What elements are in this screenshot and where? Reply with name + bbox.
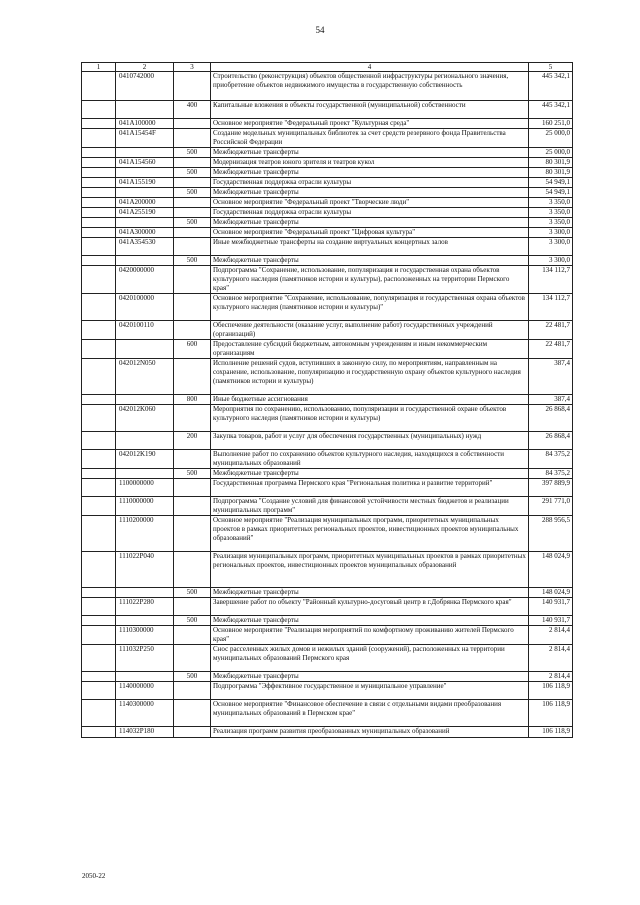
description-cell: Межбюджетные трансферты — [211, 188, 529, 198]
amount-cell: 445 342,1 — [529, 72, 573, 101]
col-1 — [82, 238, 116, 256]
type-cell — [174, 238, 211, 256]
col-1 — [82, 129, 116, 148]
table-row — [82, 72, 573, 101]
type-cell — [174, 450, 211, 469]
col-1 — [82, 682, 116, 700]
type-cell: 800 — [174, 395, 211, 405]
description-cell: Выполнение работ по сохранению объектов культурного наследия, находящихся в собственности муниципальных образований — [211, 450, 529, 469]
type-cell — [174, 72, 211, 101]
table-row — [82, 432, 573, 450]
type-cell — [174, 198, 211, 208]
amount-cell: 54 949,1 — [529, 188, 573, 198]
type-cell — [174, 552, 211, 588]
col-1 — [82, 256, 116, 266]
description-cell: Снос расселенных жилых домов и нежилых зданий (сооружений), расположенных на территории муниципальных образований Пермского края — [211, 645, 529, 672]
amount-cell: 2 814,4 — [529, 626, 573, 645]
type-cell — [174, 359, 211, 395]
description-cell: Реализация муниципальных программ, приоритетных муниципальных проектов в рамках приоритетных региональных проектов, инвестиционных проектов муниципальных образований — [211, 552, 529, 588]
type-cell: 500 — [174, 148, 211, 158]
amount-cell: 288 956,5 — [529, 516, 573, 552]
col-1 — [82, 208, 116, 218]
code-cell: 1110000000 — [116, 497, 174, 516]
amount-cell: 80 301,9 — [529, 158, 573, 168]
col-1 — [82, 479, 116, 497]
col-1 — [82, 148, 116, 158]
table-row — [82, 198, 573, 208]
code-cell: 0420100000 — [116, 294, 174, 321]
amount-cell: 3 350,0 — [529, 218, 573, 228]
page-number: 54 — [315, 25, 325, 35]
description-cell: Основное мероприятие "Федеральный проект "Творческие люди" — [211, 198, 529, 208]
description-cell: Подпрограмма "Сохранение, использование, популяризация и государственная охрана объектов культурного наследия (памятников истории и культуры), расположенных на территории Пермского края" — [211, 266, 529, 294]
col-1 — [82, 469, 116, 479]
table-row — [82, 516, 573, 552]
amount-cell: 397 889,9 — [529, 479, 573, 497]
amount-cell: 54 949,1 — [529, 178, 573, 188]
table-row — [82, 469, 573, 479]
code-cell: 111022P280 — [116, 598, 174, 616]
description-cell: Государственная программа Пермского края "Региональная политика и развитие территорий" — [211, 479, 529, 497]
type-cell: 500 — [174, 218, 211, 228]
code-cell — [116, 616, 174, 626]
table-row — [82, 129, 573, 148]
code-cell — [116, 168, 174, 178]
table-header-row — [82, 63, 573, 72]
table-row — [82, 168, 573, 178]
type-cell: 500 — [174, 256, 211, 266]
type-cell — [174, 266, 211, 294]
table-row — [82, 727, 573, 738]
col-1 — [82, 432, 116, 450]
table-row — [82, 395, 573, 405]
table-row — [82, 294, 573, 321]
amount-cell: 2 814,4 — [529, 645, 573, 672]
type-cell — [174, 598, 211, 616]
description-cell: Строительство (реконструкция) объектов общественной инфраструктуры регионального значения, приобретение объектов недвижимого имущества в государственную собственность — [211, 72, 529, 101]
table-row — [82, 218, 573, 228]
type-cell: 500 — [174, 188, 211, 198]
amount-cell: 140 931,7 — [529, 616, 573, 626]
type-cell: 600 — [174, 340, 211, 359]
amount-cell: 387,4 — [529, 395, 573, 405]
col-1 — [82, 158, 116, 168]
col-1 — [82, 450, 116, 469]
amount-cell: 140 931,7 — [529, 598, 573, 616]
header-col-3: 3 — [174, 63, 211, 72]
type-cell — [174, 294, 211, 321]
amount-cell: 291 771,0 — [529, 497, 573, 516]
budget-table — [81, 62, 573, 738]
col-1 — [82, 218, 116, 228]
col-1 — [82, 700, 116, 727]
table-row — [82, 228, 573, 238]
description-cell: Подпрограмма "Эффективное государственное и муниципальное управление" — [211, 682, 529, 700]
col-1 — [82, 626, 116, 645]
type-cell — [174, 700, 211, 727]
description-cell: Межбюджетные трансферты — [211, 148, 529, 158]
description-cell: Межбюджетные трансферты — [211, 168, 529, 178]
header-col-5: 5 — [529, 63, 573, 72]
table-row — [82, 450, 573, 469]
amount-cell: 106 118,9 — [529, 700, 573, 727]
amount-cell: 3 300,0 — [529, 228, 573, 238]
amount-cell: 134 112,7 — [529, 266, 573, 294]
description-cell: Модернизация театров юного зрителя и театров кукол — [211, 158, 529, 168]
description-cell: Государственная поддержка отрасли культуры — [211, 178, 529, 188]
code-cell: 041A100000 — [116, 119, 174, 129]
col-1 — [82, 340, 116, 359]
col-1 — [82, 178, 116, 188]
col-1 — [82, 101, 116, 119]
footer-code: 2050-22 — [82, 872, 106, 880]
table-row — [82, 598, 573, 616]
code-cell: 042012N050 — [116, 359, 174, 395]
code-cell: 042012K060 — [116, 405, 174, 432]
code-cell: 1140000000 — [116, 682, 174, 700]
col-1 — [82, 266, 116, 294]
col-1 — [82, 168, 116, 178]
amount-cell: 148 024,9 — [529, 588, 573, 598]
code-cell: 1110300000 — [116, 626, 174, 645]
header-col-2: 2 — [116, 63, 174, 72]
table-row — [82, 497, 573, 516]
code-cell — [116, 101, 174, 119]
description-cell: Основное мероприятие "Сохранение, использование, популяризация и государственная охрана объектов культурного наследия (памятников истории и культуры)" — [211, 294, 529, 321]
code-cell: 0420000000 — [116, 266, 174, 294]
table-row — [82, 616, 573, 626]
table-row — [82, 188, 573, 198]
description-cell: Основное мероприятие "Реализация муниципальных программ, приоритетных муниципальных проектов в рамках приоритетных региональных проектов, инвестиционных проектов муниципальных образований" — [211, 516, 529, 552]
amount-cell: 3 300,0 — [529, 238, 573, 256]
code-cell — [116, 218, 174, 228]
code-cell — [116, 469, 174, 479]
code-cell — [116, 395, 174, 405]
type-cell: 200 — [174, 432, 211, 450]
table-row — [82, 588, 573, 598]
table-row — [82, 700, 573, 727]
description-cell: Капитальные вложения в объекты государственной (муниципальной) собственности — [211, 101, 529, 119]
col-1 — [82, 405, 116, 432]
description-cell: Иные бюджетные ассигнования — [211, 395, 529, 405]
description-cell: Основное мероприятие "Федеральный проект "Цифровая культура" — [211, 228, 529, 238]
amount-cell: 3 300,0 — [529, 256, 573, 266]
code-cell — [116, 256, 174, 266]
amount-cell: 387,4 — [529, 359, 573, 395]
code-cell: 111022P040 — [116, 552, 174, 588]
code-cell — [116, 148, 174, 158]
col-1 — [82, 228, 116, 238]
description-cell: Основное мероприятие "Реализация мероприятий по комфортному проживанию жителей Пермского края" — [211, 626, 529, 645]
table-row — [82, 321, 573, 340]
amount-cell: 84 375,2 — [529, 469, 573, 479]
amount-cell: 25 000,0 — [529, 148, 573, 158]
type-cell — [174, 516, 211, 552]
code-cell — [116, 432, 174, 450]
col-1 — [82, 552, 116, 588]
table-row — [82, 682, 573, 700]
type-cell — [174, 129, 211, 148]
col-1 — [82, 72, 116, 101]
col-1 — [82, 588, 116, 598]
code-cell: 114032P180 — [116, 727, 174, 738]
amount-cell: 80 301,9 — [529, 168, 573, 178]
code-cell: 1140300000 — [116, 700, 174, 727]
table-row — [82, 119, 573, 129]
description-cell: Государственная поддержка отрасли культуры — [211, 208, 529, 218]
description-cell: Межбюджетные трансферты — [211, 256, 529, 266]
col-1 — [82, 727, 116, 738]
header-col-4: 4 — [211, 63, 529, 72]
col-1 — [82, 616, 116, 626]
type-cell — [174, 158, 211, 168]
code-cell: 1100000000 — [116, 479, 174, 497]
table-row — [82, 479, 573, 497]
table-row — [82, 672, 573, 682]
code-cell: 0420100110 — [116, 321, 174, 340]
description-cell: Мероприятия по сохранению, использованию, популяризации и государственной охране объектов культурного наследия (памятников истории и культуры) — [211, 405, 529, 432]
type-cell — [174, 682, 211, 700]
type-cell — [174, 645, 211, 672]
description-cell: Предоставление субсидий бюджетным, автономным учреждениям и иным некоммерческим организациям — [211, 340, 529, 359]
table-row — [82, 626, 573, 645]
code-cell — [116, 672, 174, 682]
code-cell — [116, 588, 174, 598]
type-cell: 500 — [174, 469, 211, 479]
table-row — [82, 208, 573, 218]
code-cell — [116, 340, 174, 359]
col-1 — [82, 516, 116, 552]
table-row — [82, 178, 573, 188]
amount-cell: 2 814,4 — [529, 672, 573, 682]
amount-cell: 22 481,7 — [529, 321, 573, 340]
col-1 — [82, 598, 116, 616]
code-cell: 111032P250 — [116, 645, 174, 672]
amount-cell: 3 350,0 — [529, 208, 573, 218]
amount-cell: 84 375,2 — [529, 450, 573, 469]
amount-cell: 134 112,7 — [529, 294, 573, 321]
description-cell: Межбюджетные трансферты — [211, 469, 529, 479]
description-cell: Закупка товаров, работ и услуг для обеспечения государственных (муниципальных) нужд — [211, 432, 529, 450]
code-cell: 1110200000 — [116, 516, 174, 552]
col-1 — [82, 119, 116, 129]
description-cell: Создание модельных муниципальных библиотек за счет средств резервного фонда Правительства Российской Федерации — [211, 129, 529, 148]
col-1 — [82, 672, 116, 682]
code-cell: 041A200000 — [116, 198, 174, 208]
type-cell — [174, 321, 211, 340]
description-cell: Основное мероприятие "Федеральный проект "Культурная среда" — [211, 119, 529, 129]
header-col-1: 1 — [82, 63, 116, 72]
description-cell: Межбюджетные трансферты — [211, 588, 529, 598]
type-cell: 400 — [174, 101, 211, 119]
amount-cell: 26 868,4 — [529, 432, 573, 450]
type-cell: 500 — [174, 168, 211, 178]
description-cell: Завершение работ по объекту "Районный культурно-досуговый центр в г.Добрянка Пермского края" — [211, 598, 529, 616]
table-row — [82, 101, 573, 119]
col-1 — [82, 359, 116, 395]
table-row — [82, 238, 573, 256]
type-cell: 500 — [174, 588, 211, 598]
col-1 — [82, 645, 116, 672]
amount-cell: 22 481,7 — [529, 340, 573, 359]
amount-cell: 25 000,0 — [529, 129, 573, 148]
col-1 — [82, 395, 116, 405]
col-1 — [82, 321, 116, 340]
amount-cell: 445 342,1 — [529, 101, 573, 119]
table-row — [82, 405, 573, 432]
table-row — [82, 256, 573, 266]
description-cell: Иные межбюджетные трансферты на создание виртуальных концертных залов — [211, 238, 529, 256]
code-cell: 041A354530 — [116, 238, 174, 256]
code-cell: 0410742000 — [116, 72, 174, 101]
table-row — [82, 359, 573, 395]
amount-cell: 148 024,9 — [529, 552, 573, 588]
type-cell: 500 — [174, 672, 211, 682]
amount-cell: 160 251,0 — [529, 119, 573, 129]
budget-table-body — [82, 63, 573, 738]
type-cell — [174, 119, 211, 129]
description-cell: Межбюджетные трансферты — [211, 218, 529, 228]
type-cell — [174, 626, 211, 645]
amount-cell: 106 118,9 — [529, 682, 573, 700]
type-cell — [174, 228, 211, 238]
type-cell — [174, 178, 211, 188]
col-1 — [82, 294, 116, 321]
code-cell: 041A154560 — [116, 158, 174, 168]
code-cell: 041A155190 — [116, 178, 174, 188]
col-1 — [82, 198, 116, 208]
table-row — [82, 340, 573, 359]
table-row — [82, 148, 573, 158]
type-cell — [174, 497, 211, 516]
description-cell: Межбюджетные трансферты — [211, 616, 529, 626]
col-1 — [82, 497, 116, 516]
description-cell: Реализация программ развития преобразованных муниципальных образований — [211, 727, 529, 738]
table-row — [82, 645, 573, 672]
col-1 — [82, 188, 116, 198]
type-cell — [174, 479, 211, 497]
code-cell: 041A300000 — [116, 228, 174, 238]
code-cell: 042012K190 — [116, 450, 174, 469]
type-cell — [174, 405, 211, 432]
description-cell: Межбюджетные трансферты — [211, 672, 529, 682]
amount-cell: 3 350,0 — [529, 198, 573, 208]
table-row — [82, 552, 573, 588]
code-cell: 041A15454F — [116, 129, 174, 148]
description-cell: Подпрограмма "Создание условий для финансовой устойчивости местных бюджетов и реализации муниципальных программ" — [211, 497, 529, 516]
type-cell: 500 — [174, 616, 211, 626]
description-cell: Исполнение решений судов, вступивших в законную силу, по мероприятиям, направленным на сохранение, использование, популяризацию и государственную охрану объектов культурного наследия (памятников истории и культуры) — [211, 359, 529, 395]
type-cell — [174, 208, 211, 218]
amount-cell: 106 118,9 — [529, 727, 573, 738]
description-cell: Обеспечение деятельности (оказание услуг, выполнение работ) государственных учреждений (организаций) — [211, 321, 529, 340]
description-cell: Основное мероприятие "Финансовое обеспечение в связи с отдельными видами преобразования муниципальных образований в Пермском крае" — [211, 700, 529, 727]
amount-cell: 26 868,4 — [529, 405, 573, 432]
code-cell: 041A255190 — [116, 208, 174, 218]
code-cell — [116, 188, 174, 198]
table-row — [82, 266, 573, 294]
type-cell — [174, 727, 211, 738]
table-row — [82, 158, 573, 168]
